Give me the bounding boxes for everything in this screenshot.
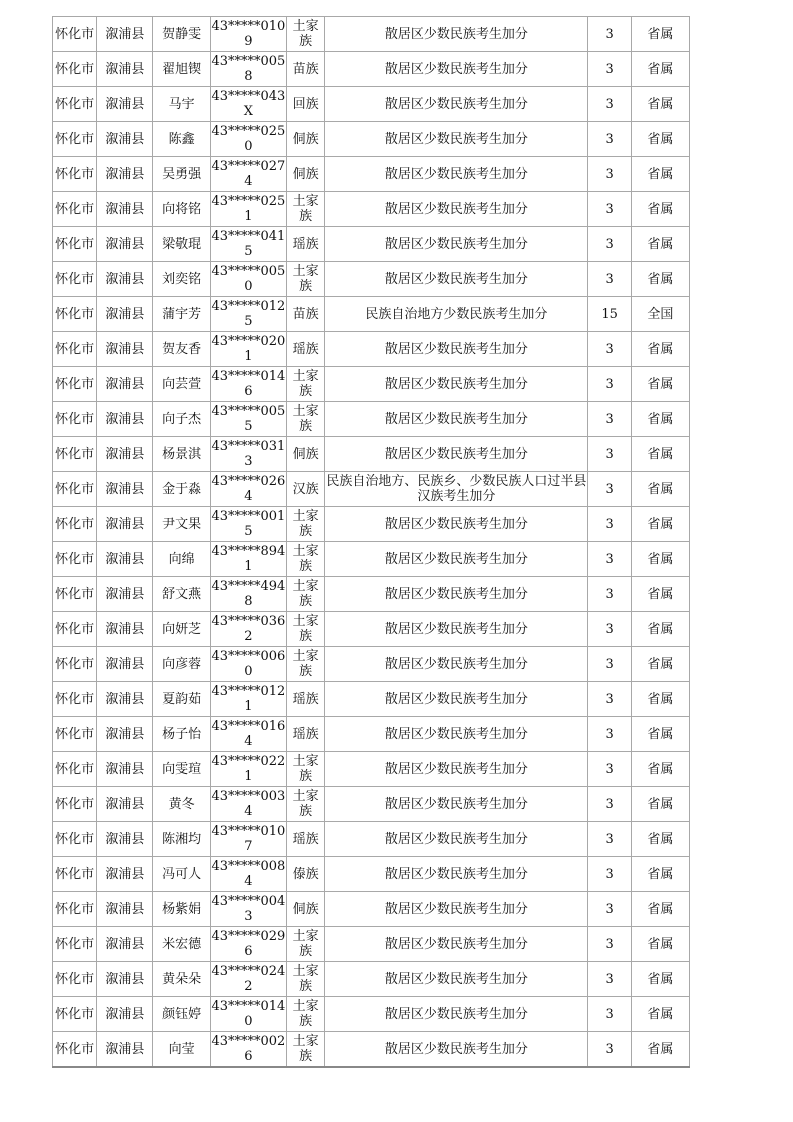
bonus-reason-cell: 散居区少数民族考生加分 xyxy=(325,402,588,437)
county-cell: 溆浦县 xyxy=(97,262,153,297)
county-cell: 溆浦县 xyxy=(97,577,153,612)
masked-id-cell: 43*****0242 xyxy=(210,962,286,997)
masked-id-cell: 43*****0274 xyxy=(210,157,286,192)
bonus-reason-cell: 散居区少数民族考生加分 xyxy=(325,612,588,647)
masked-id-cell: 43*****0264 xyxy=(210,472,286,507)
ethnicity-cell: 土家族 xyxy=(287,647,325,682)
applicable-level-cell: 省属 xyxy=(631,997,689,1032)
table-row xyxy=(53,87,690,122)
ethnicity-cell: 瑶族 xyxy=(287,682,325,717)
ethnicity-cell: 土家族 xyxy=(287,962,325,997)
county-cell: 溆浦县 xyxy=(97,892,153,927)
county-cell: 溆浦县 xyxy=(97,717,153,752)
bonus-points-cell: 3 xyxy=(588,367,631,402)
table-row xyxy=(53,297,690,332)
ethnicity-cell: 瑶族 xyxy=(287,717,325,752)
applicable-level-cell: 省属 xyxy=(631,682,689,717)
bonus-points-cell: 3 xyxy=(588,542,631,577)
bonus-points-cell: 3 xyxy=(588,892,631,927)
student-name-cell: 蒲宇芳 xyxy=(153,297,210,332)
ethnicity-cell: 土家族 xyxy=(287,577,325,612)
table-row xyxy=(53,367,690,402)
table-row xyxy=(53,647,690,682)
city-cell: 怀化市 xyxy=(53,297,97,332)
student-name-cell: 梁敬琨 xyxy=(153,227,210,262)
ethnicity-cell: 土家族 xyxy=(287,542,325,577)
ethnicity-cell: 侗族 xyxy=(287,437,325,472)
applicable-level-cell: 省属 xyxy=(631,227,689,262)
bonus-points-cell: 3 xyxy=(588,122,631,157)
table-row xyxy=(53,892,690,927)
applicable-level-cell: 全国 xyxy=(631,297,689,332)
bonus-reason-cell: 散居区少数民族考生加分 xyxy=(325,367,588,402)
bonus-points-table xyxy=(52,16,690,1068)
city-cell: 怀化市 xyxy=(53,437,97,472)
table-row xyxy=(53,752,690,787)
ethnicity-cell: 土家族 xyxy=(287,367,325,402)
county-cell: 溆浦县 xyxy=(97,402,153,437)
county-cell: 溆浦县 xyxy=(97,192,153,227)
bonus-points-cell: 3 xyxy=(588,52,631,87)
bonus-points-cell: 3 xyxy=(588,192,631,227)
ethnicity-cell: 侗族 xyxy=(287,122,325,157)
city-cell: 怀化市 xyxy=(53,122,97,157)
city-cell: 怀化市 xyxy=(53,192,97,227)
student-name-cell: 贺友香 xyxy=(153,332,210,367)
county-cell: 溆浦县 xyxy=(97,787,153,822)
bonus-reason-cell: 散居区少数民族考生加分 xyxy=(325,437,588,472)
ethnicity-cell: 土家族 xyxy=(287,787,325,822)
bonus-points-cell: 3 xyxy=(588,927,631,962)
applicable-level-cell: 省属 xyxy=(631,192,689,227)
bonus-reason-cell: 散居区少数民族考生加分 xyxy=(325,717,588,752)
table-row xyxy=(53,227,690,262)
masked-id-cell: 43*****0164 xyxy=(210,717,286,752)
masked-id-cell: 43*****0026 xyxy=(210,1032,286,1068)
bonus-reason-cell: 散居区少数民族考生加分 xyxy=(325,52,588,87)
masked-id-cell: 43*****0055 xyxy=(210,402,286,437)
student-name-cell: 金于淼 xyxy=(153,472,210,507)
bonus-points-cell: 3 xyxy=(588,1032,631,1068)
student-name-cell: 向将铭 xyxy=(153,192,210,227)
county-cell: 溆浦县 xyxy=(97,542,153,577)
applicable-level-cell: 省属 xyxy=(631,332,689,367)
student-name-cell: 夏韵茹 xyxy=(153,682,210,717)
applicable-level-cell: 省属 xyxy=(631,507,689,542)
table-row xyxy=(53,52,690,87)
masked-id-cell: 43*****0050 xyxy=(210,262,286,297)
ethnicity-cell: 土家族 xyxy=(287,1032,325,1068)
table-row xyxy=(53,927,690,962)
student-name-cell: 尹文果 xyxy=(153,507,210,542)
county-cell: 溆浦县 xyxy=(97,612,153,647)
bonus-points-cell: 3 xyxy=(588,787,631,822)
county-cell: 溆浦县 xyxy=(97,87,153,122)
table-row xyxy=(53,822,690,857)
applicable-level-cell: 省属 xyxy=(631,612,689,647)
city-cell: 怀化市 xyxy=(53,997,97,1032)
applicable-level-cell: 省属 xyxy=(631,962,689,997)
applicable-level-cell: 省属 xyxy=(631,717,689,752)
bonus-reason-cell: 散居区少数民族考生加分 xyxy=(325,892,588,927)
ethnicity-cell: 土家族 xyxy=(287,192,325,227)
county-cell: 溆浦县 xyxy=(97,682,153,717)
bonus-points-cell: 3 xyxy=(588,332,631,367)
county-cell: 溆浦县 xyxy=(97,437,153,472)
bonus-points-cell: 3 xyxy=(588,752,631,787)
ethnicity-cell: 土家族 xyxy=(287,752,325,787)
table-row xyxy=(53,577,690,612)
student-name-cell: 杨子怡 xyxy=(153,717,210,752)
bonus-points-cell: 3 xyxy=(588,157,631,192)
bonus-points-cell: 3 xyxy=(588,682,631,717)
bonus-points-cell: 3 xyxy=(588,472,631,507)
bonus-points-cell: 3 xyxy=(588,997,631,1032)
masked-id-cell: 43*****0201 xyxy=(210,332,286,367)
bonus-reason-cell: 散居区少数民族考生加分 xyxy=(325,227,588,262)
table-row xyxy=(53,787,690,822)
bonus-reason-cell: 散居区少数民族考生加分 xyxy=(325,577,588,612)
county-cell: 溆浦县 xyxy=(97,17,153,52)
table-row xyxy=(53,542,690,577)
bonus-reason-cell: 散居区少数民族考生加分 xyxy=(325,857,588,892)
ethnicity-cell: 汉族 xyxy=(287,472,325,507)
city-cell: 怀化市 xyxy=(53,1032,97,1068)
table-row xyxy=(53,122,690,157)
masked-id-cell: 43*****0084 xyxy=(210,857,286,892)
masked-id-cell: 43*****0251 xyxy=(210,192,286,227)
student-name-cell: 颜钰婷 xyxy=(153,997,210,1032)
city-cell: 怀化市 xyxy=(53,542,97,577)
student-name-cell: 向绵 xyxy=(153,542,210,577)
county-cell: 溆浦县 xyxy=(97,367,153,402)
city-cell: 怀化市 xyxy=(53,262,97,297)
masked-id-cell: 43*****0058 xyxy=(210,52,286,87)
city-cell: 怀化市 xyxy=(53,682,97,717)
table-row xyxy=(53,472,690,507)
bonus-points-cell: 3 xyxy=(588,577,631,612)
bonus-reason-cell: 民族自治地方、民族乡、少数民族人口过半县汉族考生加分 xyxy=(325,472,588,507)
table-row xyxy=(53,192,690,227)
bonus-points-cell: 3 xyxy=(588,507,631,542)
applicable-level-cell: 省属 xyxy=(631,437,689,472)
county-cell: 溆浦县 xyxy=(97,227,153,262)
city-cell: 怀化市 xyxy=(53,927,97,962)
masked-id-cell: 43*****0296 xyxy=(210,927,286,962)
student-name-cell: 黄朵朵 xyxy=(153,962,210,997)
ethnicity-cell: 土家族 xyxy=(287,612,325,647)
applicable-level-cell: 省属 xyxy=(631,857,689,892)
applicable-level-cell: 省属 xyxy=(631,262,689,297)
bonus-points-cell: 3 xyxy=(588,402,631,437)
bonus-points-cell: 3 xyxy=(588,87,631,122)
applicable-level-cell: 省属 xyxy=(631,367,689,402)
county-cell: 溆浦县 xyxy=(97,157,153,192)
table-row xyxy=(53,717,690,752)
student-name-cell: 米宏德 xyxy=(153,927,210,962)
ethnicity-cell: 傣族 xyxy=(287,857,325,892)
bonus-reason-cell: 散居区少数民族考生加分 xyxy=(325,542,588,577)
masked-id-cell: 43*****0060 xyxy=(210,647,286,682)
county-cell: 溆浦县 xyxy=(97,122,153,157)
ethnicity-cell: 回族 xyxy=(287,87,325,122)
ethnicity-cell: 侗族 xyxy=(287,157,325,192)
student-name-cell: 向妍芝 xyxy=(153,612,210,647)
masked-id-cell: 43*****0140 xyxy=(210,997,286,1032)
student-name-cell: 吴勇强 xyxy=(153,157,210,192)
county-cell: 溆浦县 xyxy=(97,332,153,367)
bonus-points-cell: 3 xyxy=(588,262,631,297)
applicable-level-cell: 省属 xyxy=(631,542,689,577)
county-cell: 溆浦县 xyxy=(97,927,153,962)
city-cell: 怀化市 xyxy=(53,87,97,122)
masked-id-cell: 43*****0015 xyxy=(210,507,286,542)
ethnicity-cell: 侗族 xyxy=(287,892,325,927)
county-cell: 溆浦县 xyxy=(97,297,153,332)
city-cell: 怀化市 xyxy=(53,52,97,87)
ethnicity-cell: 土家族 xyxy=(287,402,325,437)
table-row xyxy=(53,612,690,647)
masked-id-cell: 43*****0125 xyxy=(210,297,286,332)
bonus-points-cell: 3 xyxy=(588,437,631,472)
applicable-level-cell: 省属 xyxy=(631,822,689,857)
masked-id-cell: 43*****0034 xyxy=(210,787,286,822)
applicable-level-cell: 省属 xyxy=(631,892,689,927)
masked-id-cell: 43*****0109 xyxy=(210,17,286,52)
masked-id-cell: 43*****0146 xyxy=(210,367,286,402)
ethnicity-cell: 苗族 xyxy=(287,297,325,332)
ethnicity-cell: 苗族 xyxy=(287,52,325,87)
county-cell: 溆浦县 xyxy=(97,962,153,997)
bonus-points-cell: 3 xyxy=(588,647,631,682)
bonus-reason-cell: 散居区少数民族考生加分 xyxy=(325,17,588,52)
applicable-level-cell: 省属 xyxy=(631,927,689,962)
table-row xyxy=(53,507,690,542)
student-name-cell: 向芸萱 xyxy=(153,367,210,402)
applicable-level-cell: 省属 xyxy=(631,17,689,52)
city-cell: 怀化市 xyxy=(53,787,97,822)
student-name-cell: 向雯瑄 xyxy=(153,752,210,787)
applicable-level-cell: 省属 xyxy=(631,52,689,87)
student-name-cell: 翟旭锲 xyxy=(153,52,210,87)
city-cell: 怀化市 xyxy=(53,717,97,752)
student-name-cell: 陈湘均 xyxy=(153,822,210,857)
bonus-reason-cell: 散居区少数民族考生加分 xyxy=(325,192,588,227)
ethnicity-cell: 土家族 xyxy=(287,997,325,1032)
city-cell: 怀化市 xyxy=(53,822,97,857)
masked-id-cell: 43*****0313 xyxy=(210,437,286,472)
student-name-cell: 马宇 xyxy=(153,87,210,122)
applicable-level-cell: 省属 xyxy=(631,787,689,822)
bonus-reason-cell: 散居区少数民族考生加分 xyxy=(325,927,588,962)
county-cell: 溆浦县 xyxy=(97,1032,153,1068)
table-row xyxy=(53,1032,690,1068)
student-name-cell: 贺静雯 xyxy=(153,17,210,52)
city-cell: 怀化市 xyxy=(53,332,97,367)
table-row xyxy=(53,997,690,1032)
city-cell: 怀化市 xyxy=(53,647,97,682)
city-cell: 怀化市 xyxy=(53,367,97,402)
county-cell: 溆浦县 xyxy=(97,857,153,892)
bonus-reason-cell: 散居区少数民族考生加分 xyxy=(325,507,588,542)
county-cell: 溆浦县 xyxy=(97,822,153,857)
bonus-points-cell: 3 xyxy=(588,17,631,52)
table-row xyxy=(53,437,690,472)
table-row xyxy=(53,157,690,192)
bonus-reason-cell: 散居区少数民族考生加分 xyxy=(325,122,588,157)
table-row xyxy=(53,682,690,717)
city-cell: 怀化市 xyxy=(53,892,97,927)
county-cell: 溆浦县 xyxy=(97,472,153,507)
student-name-cell: 向子杰 xyxy=(153,402,210,437)
applicable-level-cell: 省属 xyxy=(631,577,689,612)
masked-id-cell: 43*****0043 xyxy=(210,892,286,927)
bonus-reason-cell: 散居区少数民族考生加分 xyxy=(325,332,588,367)
county-cell: 溆浦县 xyxy=(97,507,153,542)
bonus-points-cell: 3 xyxy=(588,822,631,857)
city-cell: 怀化市 xyxy=(53,157,97,192)
table-row xyxy=(53,262,690,297)
ethnicity-cell: 土家族 xyxy=(287,507,325,542)
student-name-cell: 刘奕铭 xyxy=(153,262,210,297)
bonus-reason-cell: 散居区少数民族考生加分 xyxy=(325,1032,588,1068)
bonus-reason-cell: 散居区少数民族考生加分 xyxy=(325,822,588,857)
county-cell: 溆浦县 xyxy=(97,52,153,87)
bonus-points-cell: 3 xyxy=(588,612,631,647)
city-cell: 怀化市 xyxy=(53,612,97,647)
city-cell: 怀化市 xyxy=(53,962,97,997)
bonus-reason-cell: 散居区少数民族考生加分 xyxy=(325,87,588,122)
masked-id-cell: 43*****8941 xyxy=(210,542,286,577)
bonus-points-cell: 3 xyxy=(588,227,631,262)
student-name-cell: 舒文燕 xyxy=(153,577,210,612)
city-cell: 怀化市 xyxy=(53,857,97,892)
applicable-level-cell: 省属 xyxy=(631,472,689,507)
bonus-points-cell: 3 xyxy=(588,857,631,892)
county-cell: 溆浦县 xyxy=(97,647,153,682)
city-cell: 怀化市 xyxy=(53,227,97,262)
applicable-level-cell: 省属 xyxy=(631,647,689,682)
table-row xyxy=(53,17,690,52)
applicable-level-cell: 省属 xyxy=(631,87,689,122)
applicable-level-cell: 省属 xyxy=(631,122,689,157)
student-name-cell: 向莹 xyxy=(153,1032,210,1068)
masked-id-cell: 43*****0107 xyxy=(210,822,286,857)
ethnicity-cell: 土家族 xyxy=(287,262,325,297)
city-cell: 怀化市 xyxy=(53,17,97,52)
bonus-reason-cell: 散居区少数民族考生加分 xyxy=(325,962,588,997)
bonus-reason-cell: 散居区少数民族考生加分 xyxy=(325,752,588,787)
applicable-level-cell: 省属 xyxy=(631,402,689,437)
table-body xyxy=(53,17,690,1068)
table-row xyxy=(53,332,690,367)
masked-id-cell: 43*****043X xyxy=(210,87,286,122)
city-cell: 怀化市 xyxy=(53,472,97,507)
student-name-cell: 向彦蓉 xyxy=(153,647,210,682)
student-name-cell: 陈鑫 xyxy=(153,122,210,157)
city-cell: 怀化市 xyxy=(53,752,97,787)
table-row xyxy=(53,402,690,437)
bonus-reason-cell: 散居区少数民族考生加分 xyxy=(325,262,588,297)
table-row xyxy=(53,962,690,997)
applicable-level-cell: 省属 xyxy=(631,1032,689,1068)
student-name-cell: 黄冬 xyxy=(153,787,210,822)
county-cell: 溆浦县 xyxy=(97,997,153,1032)
bonus-reason-cell: 散居区少数民族考生加分 xyxy=(325,787,588,822)
bonus-reason-cell: 散居区少数民族考生加分 xyxy=(325,647,588,682)
city-cell: 怀化市 xyxy=(53,402,97,437)
bonus-reason-cell: 民族自治地方少数民族考生加分 xyxy=(325,297,588,332)
table-row xyxy=(53,857,690,892)
county-cell: 溆浦县 xyxy=(97,752,153,787)
applicable-level-cell: 省属 xyxy=(631,157,689,192)
masked-id-cell: 43*****0415 xyxy=(210,227,286,262)
masked-id-cell: 43*****0121 xyxy=(210,682,286,717)
student-name-cell: 杨紫娟 xyxy=(153,892,210,927)
bonus-reason-cell: 散居区少数民族考生加分 xyxy=(325,997,588,1032)
applicable-level-cell: 省属 xyxy=(631,752,689,787)
bonus-points-cell: 3 xyxy=(588,962,631,997)
masked-id-cell: 43*****0362 xyxy=(210,612,286,647)
bonus-reason-cell: 散居区少数民族考生加分 xyxy=(325,682,588,717)
bonus-points-cell: 3 xyxy=(588,717,631,752)
city-cell: 怀化市 xyxy=(53,507,97,542)
ethnicity-cell: 瑶族 xyxy=(287,332,325,367)
ethnicity-cell: 瑶族 xyxy=(287,822,325,857)
ethnicity-cell: 土家族 xyxy=(287,927,325,962)
masked-id-cell: 43*****0221 xyxy=(210,752,286,787)
masked-id-cell: 43*****0250 xyxy=(210,122,286,157)
ethnicity-cell: 土家族 xyxy=(287,17,325,52)
city-cell: 怀化市 xyxy=(53,577,97,612)
bonus-reason-cell: 散居区少数民族考生加分 xyxy=(325,157,588,192)
ethnicity-cell: 瑶族 xyxy=(287,227,325,262)
student-name-cell: 杨景淇 xyxy=(153,437,210,472)
masked-id-cell: 43*****4948 xyxy=(210,577,286,612)
bonus-points-cell: 15 xyxy=(588,297,631,332)
student-name-cell: 冯可人 xyxy=(153,857,210,892)
